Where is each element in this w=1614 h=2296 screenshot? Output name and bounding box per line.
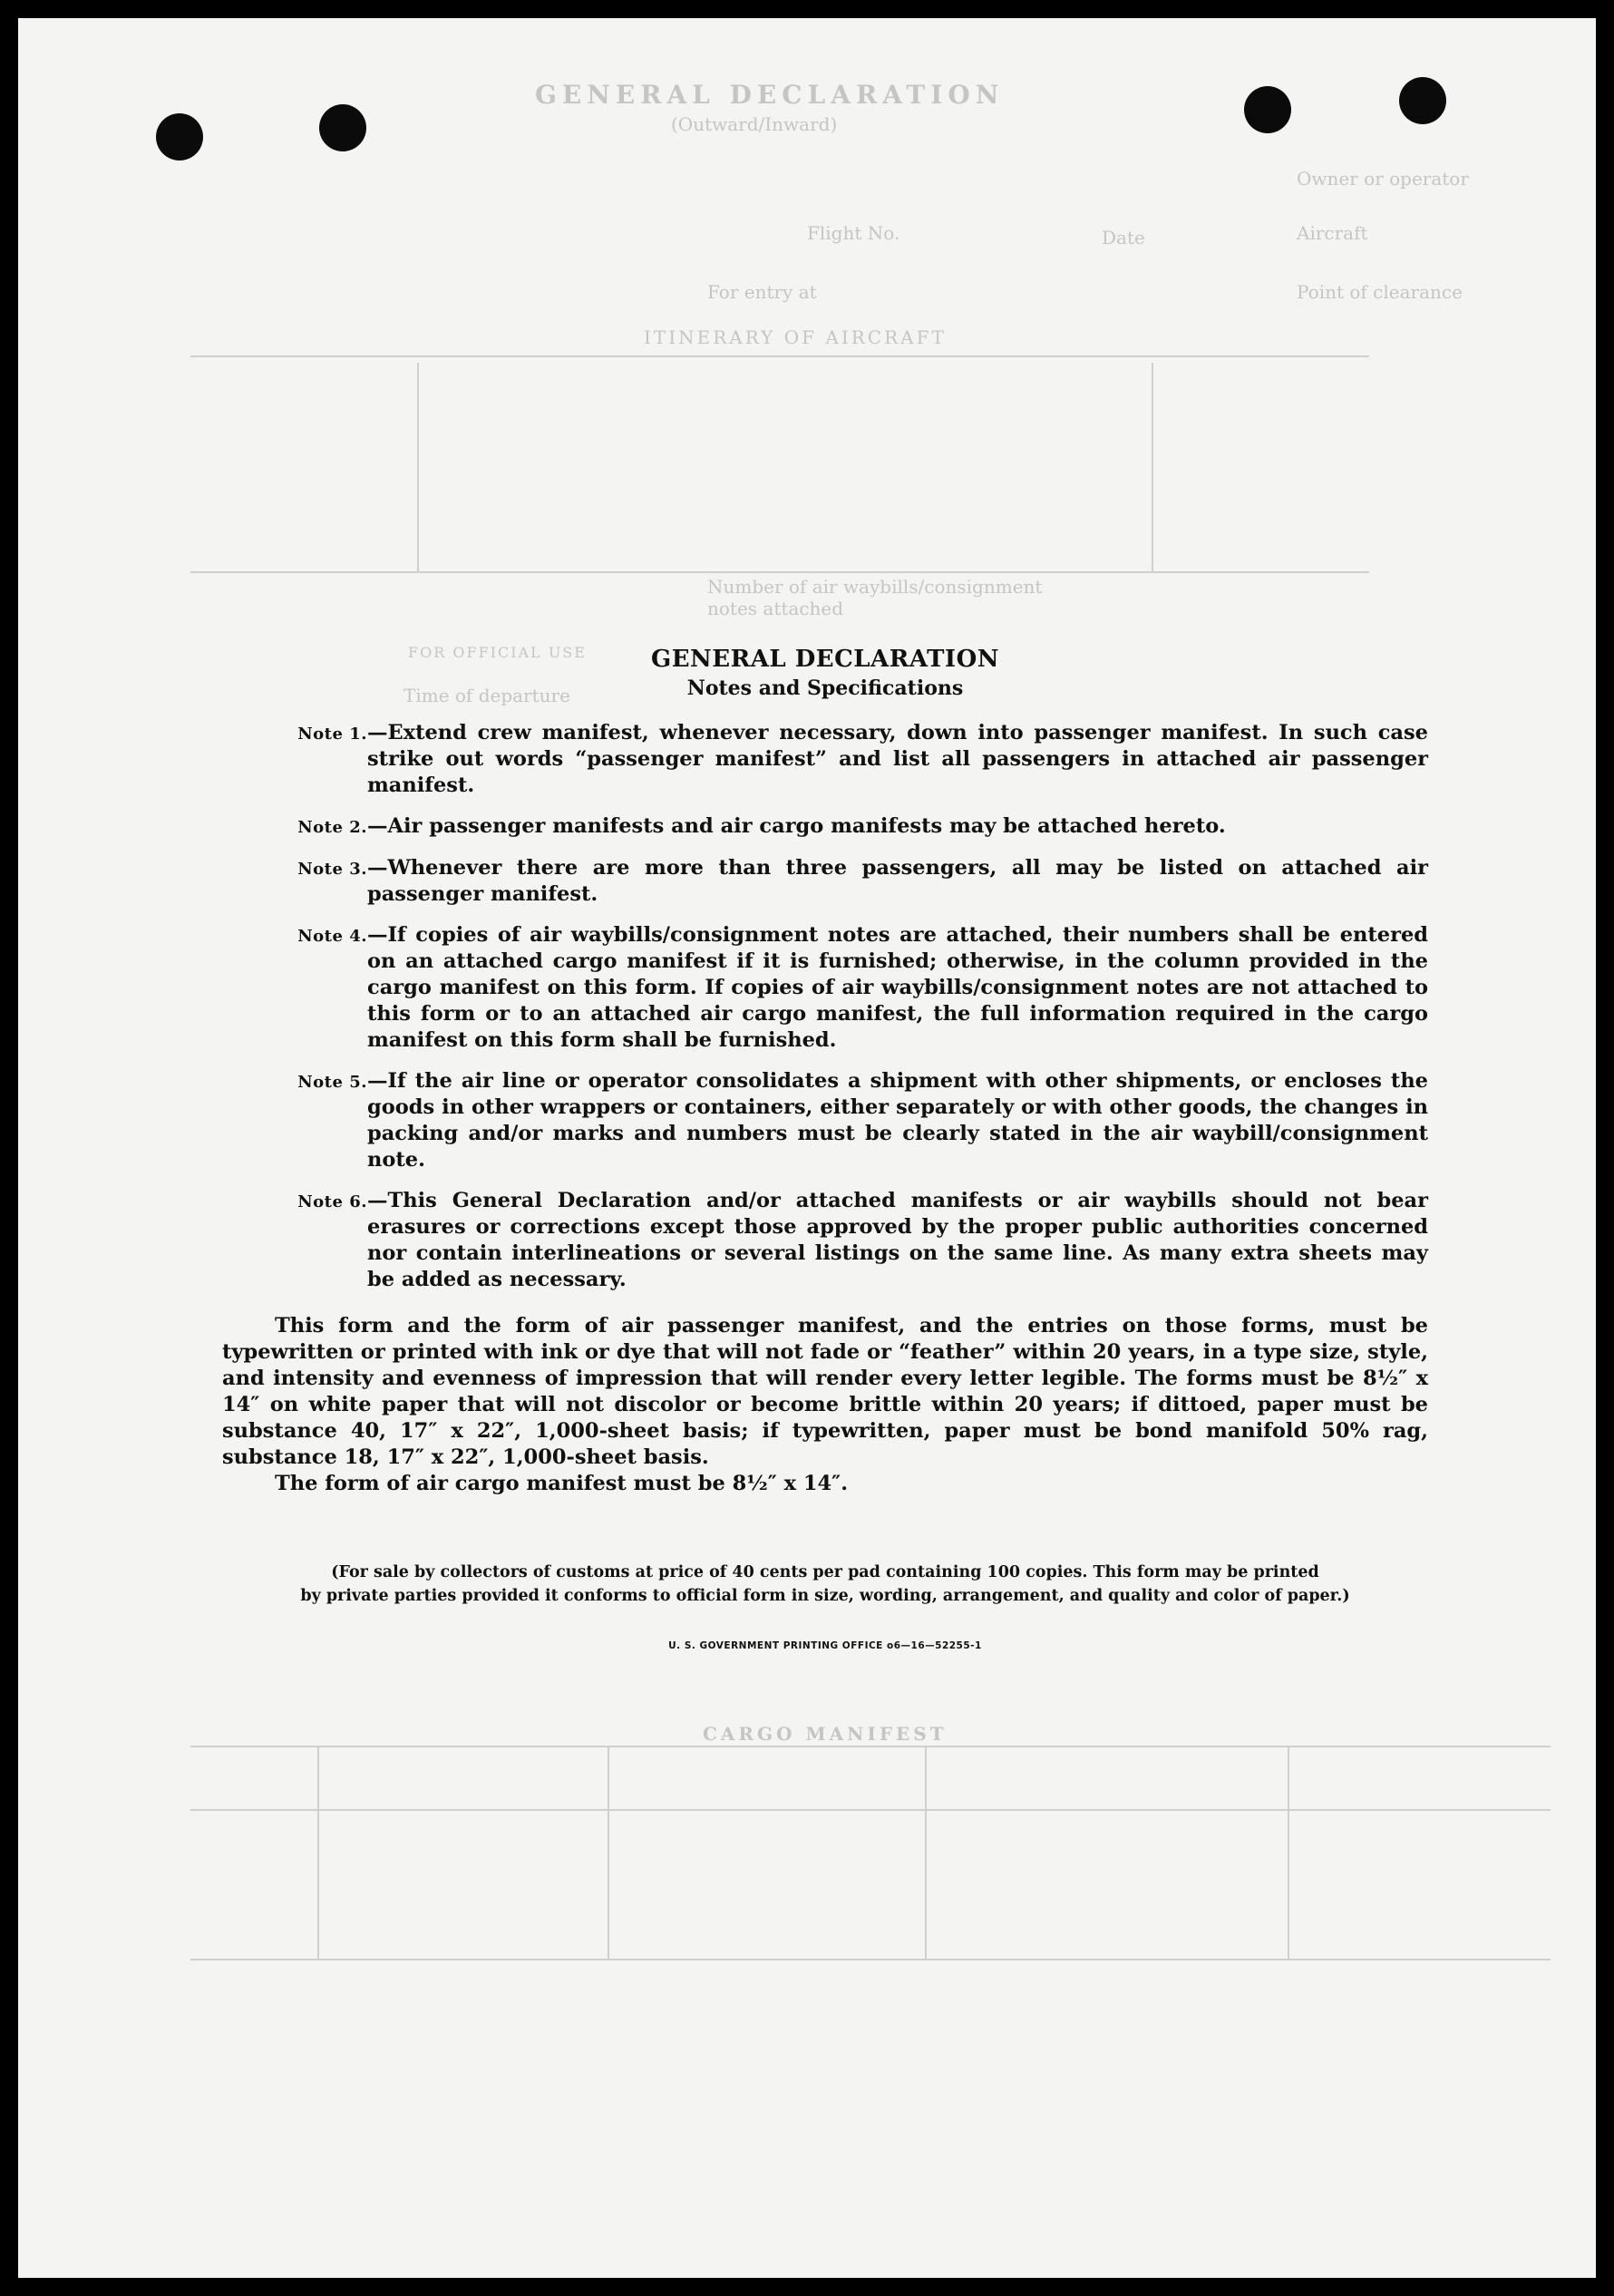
note-label: Note 3. bbox=[297, 860, 367, 879]
bleed-through-subtitle: (Outward/Inward) bbox=[671, 113, 838, 135]
bleed-through-rule bbox=[190, 1746, 1551, 1747]
page-subtitle: Notes and Specifications bbox=[686, 676, 964, 700]
punch-hole bbox=[319, 104, 366, 151]
note-label: Note 5. bbox=[297, 1073, 367, 1092]
page-title: GENERAL DECLARATION bbox=[650, 646, 999, 673]
form-specification-paragraph: This form and the form of air passenger manifest, and the entries on those forms, must be typewritten or printed with ink or dye that will not fade or “feather” within 20 years, in a type size, style, and intensity and evenness of impression that will render every letter legible. The forms must be 8½″ x 14″ on white paper that will not discolor or become brittle within 20 years; if dittoed, paper must be substance 40, 17″ x 22″, 1,000-sheet basis; if typewritten, paper must be bond manifold 50% rag, substance 18, 17″ x 22″, 1,000-sheet basis. bbox=[222, 1314, 1428, 1469]
bleed-through-rule bbox=[317, 1746, 319, 1959]
note-label: Note 4. bbox=[297, 927, 367, 946]
note-3 bbox=[222, 855, 1428, 908]
sale-note-line-2: by private parties provided it conforms to official form in size, wording, arrangement, and quality and color of paper.) bbox=[300, 1587, 1350, 1605]
punch-hole bbox=[156, 113, 203, 161]
bleed-through-cargo-manifest: CARGO MANIFEST bbox=[703, 1723, 948, 1745]
bleed-through-official-use: FOR OFFICIAL USE bbox=[408, 644, 587, 661]
bleed-through-aircraft-label: Aircraft bbox=[1297, 222, 1368, 244]
note-2 bbox=[222, 813, 1428, 841]
bleed-through-rule bbox=[608, 1746, 609, 1959]
note-1 bbox=[222, 720, 1428, 799]
bleed-through-departure-label: Time of departure bbox=[404, 685, 570, 706]
note-4 bbox=[222, 922, 1428, 1054]
bleed-through-owner-label: Owner or operator bbox=[1297, 168, 1469, 190]
cargo-form-line: The form of air cargo manifest must be 8½″ x 14″. bbox=[275, 1472, 849, 1495]
bleed-through-flight-label: Flight No. bbox=[807, 222, 900, 244]
bleed-through-rule bbox=[925, 1746, 927, 1959]
document-page bbox=[18, 18, 1596, 2278]
gpo-imprint: U. S. GOVERNMENT PRINTING OFFICE o6—16—52255-1 bbox=[668, 1640, 982, 1651]
punch-hole bbox=[1399, 77, 1446, 124]
note-text: —Extend crew manifest, whenever necessary, down into passenger manifest. In such case strike out words “passenger manifest” and list all passengers in attached air passenger manifest. bbox=[367, 721, 1428, 797]
notes-and-specifications bbox=[222, 644, 1428, 1651]
bleed-through-rule bbox=[190, 571, 1369, 573]
sale-note-line-1: (For sale by collectors of customs at price of 40 cents per pad containing 100 copies. This form may be printed bbox=[331, 1563, 1319, 1581]
note-6 bbox=[222, 1188, 1428, 1293]
note-text: —Whenever there are more than three passengers, all may be listed on attached air passenger manifest. bbox=[367, 856, 1428, 906]
bleed-through-rule bbox=[1152, 363, 1153, 571]
note-label: Note 1. bbox=[297, 725, 367, 744]
bleed-through-waybills-label: Number of air waybills/consignment notes attached bbox=[707, 576, 1043, 619]
sale-note bbox=[222, 1561, 1428, 1608]
note-label: Note 6. bbox=[297, 1192, 367, 1211]
bleed-through-rule bbox=[190, 1809, 1551, 1811]
bleed-through-date-label: Date bbox=[1102, 227, 1145, 248]
punch-hole bbox=[1244, 86, 1291, 133]
bleed-through-title: GENERAL DECLARATION bbox=[535, 80, 1005, 110]
note-text: —If the air line or operator consolidates a shipment with other shipments, or encloses the goods in other wrappers or containers, either separately or with other goods, the changes in packing and/or marks and numbers must be clearly stated in the air waybill/consignment note. bbox=[367, 1069, 1428, 1172]
bleed-through-rule bbox=[1288, 1746, 1289, 1959]
bleed-through-rule bbox=[190, 1959, 1551, 1960]
bleed-through-rule bbox=[417, 363, 419, 571]
bleed-through-clearance-label: Point of clearance bbox=[1297, 281, 1463, 303]
bleed-through-itinerary-label: ITINERARY OF AIRCRAFT bbox=[644, 326, 947, 348]
note-text: —If copies of air waybills/consignment notes are attached, their numbers shall be entered on an attached cargo manifest if it is furnished; otherwise, in the column provided in the cargo manifest on this form. If copies of air waybills/consignment notes are not attached to this form or to an attached air cargo manifest, the full information required in the cargo manifest on this form shall be furnished. bbox=[367, 923, 1428, 1052]
note-text: —This General Declaration and/or attached manifests or air waybills should not bear erasures or corrections except those approved by the proper public authorities concerned nor contain interlineations or several listings on the same line. As many extra sheets may be added as necessary. bbox=[367, 1189, 1428, 1291]
note-text: —Air passenger manifests and air cargo manifests may be attached hereto. bbox=[367, 814, 1226, 838]
bleed-through-rule bbox=[190, 355, 1369, 357]
note-5 bbox=[222, 1068, 1428, 1173]
bleed-through-entry-label: For entry at bbox=[707, 281, 817, 303]
note-label: Note 2. bbox=[297, 818, 367, 837]
